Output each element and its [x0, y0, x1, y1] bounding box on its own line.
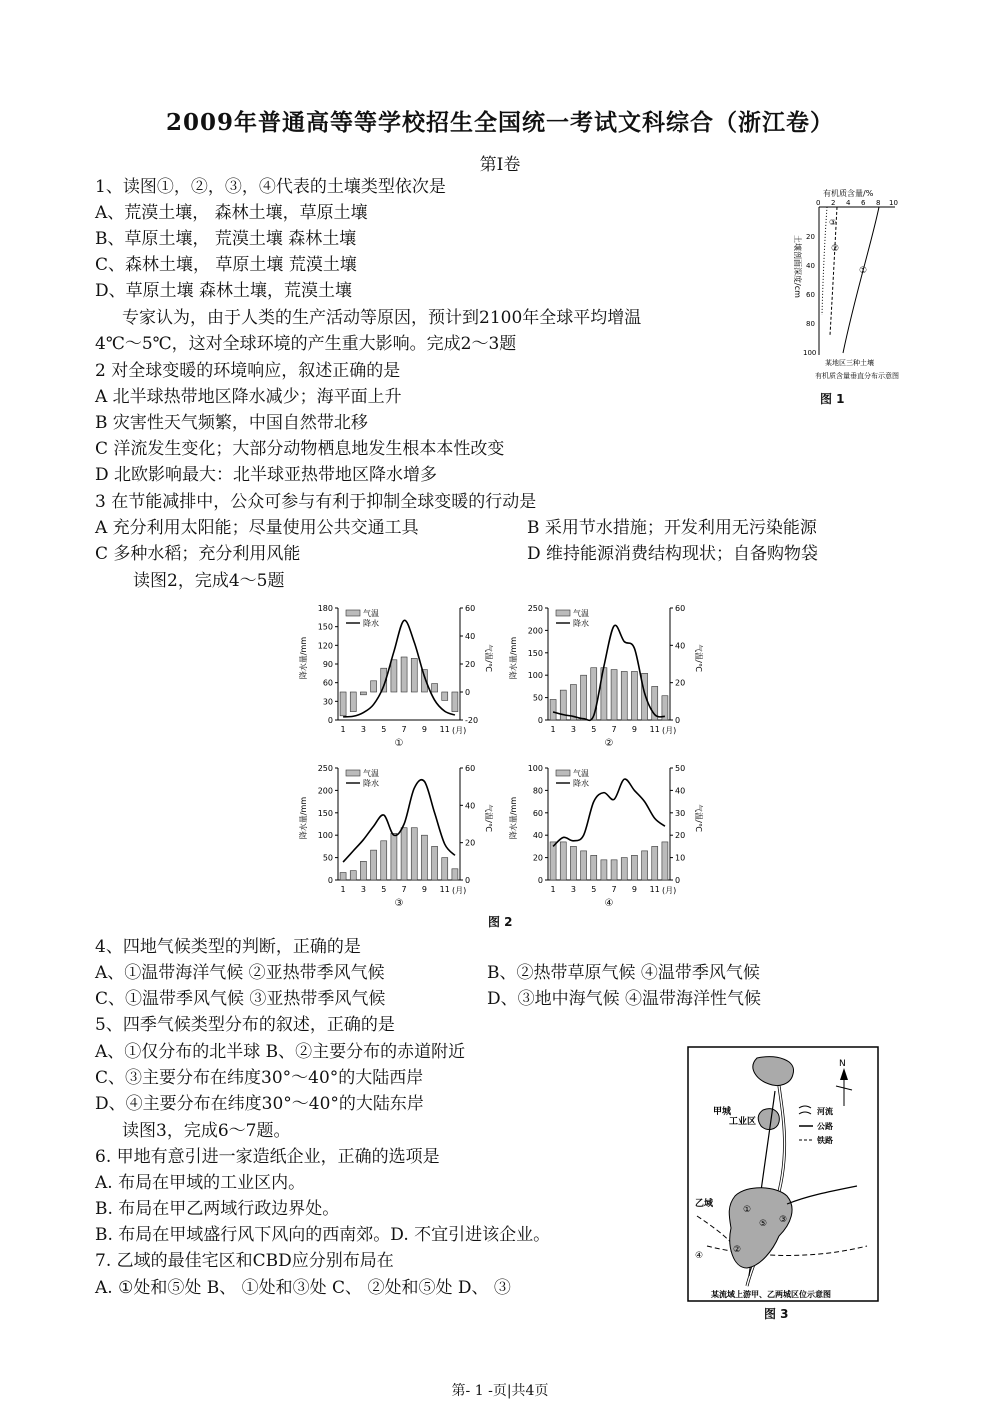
fig1-curve-3	[822, 207, 827, 315]
chart-y-tick-label: 0	[537, 716, 543, 725]
fig1-x-tick: 10	[889, 199, 898, 207]
chart-y-tick-label: 40	[532, 831, 543, 841]
temperature-bar	[340, 873, 346, 880]
chart-label: ④	[604, 898, 614, 909]
temperature-bar	[570, 846, 576, 880]
fig1-curve-label: ①	[859, 266, 868, 276]
temperature-bar	[611, 670, 617, 720]
chart-month-unit: (月)	[452, 726, 467, 735]
temperature-bar	[550, 699, 556, 720]
chart-y-tick-label: 150	[317, 808, 333, 818]
precipitation-line	[343, 620, 455, 717]
chart-y-tick-label: 200	[317, 786, 333, 796]
legend-swatch-temperature	[346, 770, 360, 776]
temperature-bar	[591, 668, 597, 720]
chart-x-tick-label: 3	[570, 885, 576, 894]
fig1-note: 有机质含量垂直分布示意图	[815, 372, 899, 380]
fig1-curve-1	[843, 207, 879, 353]
chart-x-tick-label: 5	[381, 885, 387, 894]
chart-y-tick-label: 100	[317, 831, 333, 841]
chart-x-tick-label: 7	[401, 725, 407, 734]
north-label: N	[839, 1059, 846, 1069]
option-line: D 维持能源消费结构现状；自备购物袋	[527, 544, 819, 564]
chart-x-tick-label: 11	[649, 725, 660, 734]
option-line: C、①温带季风气候 ③亚热带季风气候	[95, 989, 386, 1009]
temperature-bar	[442, 692, 448, 700]
fig1-y-tick: 100	[803, 349, 817, 357]
chart-x-tick-label: 11	[439, 725, 450, 734]
precipitation-line	[343, 780, 455, 862]
chart-x-tick-label: 5	[591, 885, 597, 894]
chart-label: ①	[394, 738, 404, 749]
chart-x-tick-label: 1	[550, 885, 556, 894]
legend-label-temperature: 气温	[363, 609, 379, 618]
chart-y-tick-label: 80	[532, 786, 543, 796]
chart-x-tick-label: 7	[611, 885, 617, 894]
fig1-y-tick: 80	[806, 320, 815, 328]
legend-label-precipitation: 降水	[573, 779, 589, 788]
chart-y2-tick-label: 0	[465, 688, 471, 697]
temperature-bar	[591, 855, 597, 880]
chart-y-tick-label: 90	[322, 660, 333, 669]
chart-x-tick-label: 1	[550, 725, 556, 734]
chart-y2-tick-label: 40	[465, 632, 476, 641]
temperature-bar	[631, 671, 637, 720]
question-line: 7. 乙域的最佳宅区和CBD应分别布局在	[95, 1251, 394, 1271]
question-line: 5、四季气候类型分布的叙述，正确的是	[95, 1015, 395, 1035]
industrial-label: 工业区	[729, 1117, 757, 1127]
option-line: D、草原土壤 森林土壤，荒漠土壤	[95, 281, 353, 301]
temperature-bar	[452, 692, 458, 712]
chart-x-tick-label: 3	[360, 725, 366, 734]
temperature-bar	[642, 851, 648, 880]
city-a-label: 甲城	[713, 1107, 732, 1117]
figure-2	[290, 598, 710, 913]
chart-x-tick-label: 1	[340, 885, 346, 894]
fig3-caption: 图 3	[764, 1307, 789, 1321]
fig1-x-tick: 2	[831, 199, 836, 207]
option-line: D、④主要分布在纬度30°～40°的大陆东岸	[95, 1094, 424, 1114]
intro-line: 读图2，完成4～5题	[133, 571, 285, 591]
site-label: ②	[733, 1245, 742, 1255]
option-line: C 多种水稻；充分利用风能	[95, 544, 301, 564]
svg-text:公路: 公路	[817, 1122, 833, 1131]
fig1-y-label: 土壤剖面深度/cm	[793, 235, 802, 298]
precipitation-line	[553, 625, 665, 720]
figure-1	[775, 185, 905, 390]
chart-y-tick-label: 0	[327, 876, 333, 885]
chart-y2-tick-label: 60	[675, 604, 686, 613]
intro-line: 4℃～5℃，这对全球环境的产生重大影响。完成2～3题	[95, 334, 517, 354]
temperature-bar	[391, 660, 397, 692]
temperature-bar	[350, 692, 356, 712]
chart-x-tick-label: 3	[570, 725, 576, 734]
site-label: ①	[743, 1205, 752, 1215]
chart-y-tick-label: 30	[322, 697, 333, 707]
chart-y-tick-label: 0	[327, 716, 333, 725]
chart-x-tick-label: 5	[381, 725, 387, 734]
chart-y2-tick-label: 50	[675, 764, 686, 773]
chart-y2-tick-label: 40	[465, 801, 476, 811]
temperature-bar	[570, 685, 576, 720]
question-line: 4、四地气候类型的判断，正确的是	[95, 937, 361, 957]
chart-y-tick-label: 50	[532, 693, 543, 703]
chart-y2-tick-label: 0	[675, 876, 681, 885]
intro-line: 专家认为，由于人类的生产活动等原因，预计到2100年全球平均增温	[122, 308, 642, 328]
option-line: A. ①处和⑤处 B、 ①处和③处 C、 ②处和⑤处 D、 ③	[95, 1278, 511, 1298]
option-line: C、森林土壤， 草原土壤 荒漠土壤	[95, 255, 357, 275]
chart-y2-tick-label: 20	[465, 660, 476, 669]
chart-y2-label: 气温/℃	[484, 644, 493, 672]
option-line: D、③地中海气候 ④温带海洋性气候	[487, 989, 762, 1009]
temperature-bar	[411, 658, 417, 692]
chart-y2-label: 气温/℃	[694, 644, 703, 672]
question-line: 3 在节能减排中，公众可参与有利于抑制全球变暖的行动是	[95, 492, 537, 512]
temperature-bar	[340, 692, 346, 716]
temperature-bar	[371, 681, 377, 692]
temperature-bar	[621, 671, 627, 720]
page-footer: 第- 1 -页|共4页	[451, 1383, 549, 1399]
chart-x-tick-label: 9	[631, 725, 637, 734]
intro-line: 读图3，完成6～7题。	[122, 1121, 291, 1141]
legend-label-precipitation: 降水	[363, 779, 379, 788]
chart-y-tick-label: 200	[527, 626, 543, 636]
chart-y-label: 降水量/mm	[509, 636, 518, 680]
option-line: B 采用节水措施；开发利用无污染能源	[527, 518, 817, 538]
fig2-caption: 图 2	[488, 915, 513, 929]
fig1-x-tick: 0	[816, 199, 821, 207]
chart-y-tick-label: 100	[527, 764, 543, 773]
option-line: A. 布局在甲域的工业区内。	[95, 1173, 306, 1193]
chart-x-tick-label: 1	[340, 725, 346, 734]
fig1-x-tick: 8	[876, 199, 881, 207]
chart-y2-tick-label: 60	[465, 604, 476, 613]
chart-month-unit: (月)	[452, 886, 467, 895]
chart-x-tick-label: 11	[649, 885, 660, 894]
temperature-bar	[452, 869, 458, 880]
fig1-note: 某地区三种土壤	[825, 359, 874, 367]
option-line: C 洋流发生变化；大部分动物栖息地发生根本本性改变	[95, 439, 505, 459]
city-b-label: 乙域	[695, 1199, 714, 1209]
industrial-area	[758, 1109, 779, 1130]
chart-y2-tick-label: 40	[675, 641, 686, 651]
temperature-bar	[432, 684, 438, 692]
site-label: ⑤	[759, 1219, 768, 1229]
chart-y2-tick-label: 20	[675, 678, 686, 688]
option-line: B、②热带草原气候 ④温带季风气候	[487, 963, 760, 983]
chart-y-tick-label: 150	[317, 622, 333, 632]
fig1-curve-label: ②	[831, 244, 840, 254]
chart-y2-tick-label: 10	[675, 853, 686, 863]
temperature-bar	[662, 842, 668, 880]
fig1-y-tick: 40	[806, 262, 815, 270]
chart-y2-tick-label: 30	[675, 808, 686, 818]
chart-y-label: 降水量/mm	[299, 796, 308, 840]
site-label: ④	[695, 1251, 704, 1261]
temperature-bar	[401, 828, 407, 880]
chart-y-tick-label: 180	[317, 604, 333, 613]
temperature-bar	[432, 846, 438, 880]
temperature-bar	[421, 835, 427, 880]
site-label: ③	[779, 1215, 788, 1225]
temperature-bar	[391, 833, 397, 880]
option-line: B. 布局在甲域盛行风下风向的西南郊。D. 不宜引进该企业。	[95, 1225, 551, 1245]
chart-y-tick-label: 150	[527, 648, 543, 658]
temperature-bar	[360, 692, 366, 695]
option-line: B 灾害性天气频繁，中国自然带北移	[95, 413, 368, 433]
chart-y2-tick-label: 0	[675, 716, 681, 725]
chart-y2-label: 气温/℃	[484, 804, 493, 832]
fig3-note: 某流域上游甲、乙两城区位示意图	[711, 1290, 831, 1299]
option-line: D 北欧影响最大：北半球亚热带地区降水增多	[95, 465, 438, 485]
temperature-bar	[350, 871, 356, 880]
chart-y-label: 降水量/mm	[509, 796, 518, 840]
paper-title: 2009年普通高等等学校招生全国统一考试文科综合（浙江卷）	[165, 109, 834, 136]
chart-y2-tick-label: 40	[675, 786, 686, 796]
temperature-bar	[631, 855, 637, 880]
chart-x-tick-label: 9	[631, 885, 637, 894]
temperature-bar	[371, 850, 377, 880]
chart-label: ③	[394, 898, 404, 909]
chart-month-unit: (月)	[662, 886, 677, 895]
question-line: 6. 甲地有意引进一家造纸企业，正确的选项是	[95, 1147, 440, 1167]
temperature-bar	[381, 841, 387, 880]
temperature-bar	[401, 657, 407, 692]
paper-subtitle: 第Ⅰ卷	[479, 155, 521, 175]
temperature-bar	[621, 858, 627, 880]
chart-y-tick-label: 60	[322, 678, 333, 688]
temperature-bar	[642, 673, 648, 720]
chart-y-tick-label: 250	[317, 764, 333, 773]
chart-month-unit: (月)	[662, 726, 677, 735]
legend-label-temperature: 气温	[573, 609, 589, 618]
option-line: B. 布局在甲乙两域行政边界处。	[95, 1199, 340, 1219]
temperature-bar	[652, 846, 658, 880]
legend-swatch-temperature	[556, 770, 570, 776]
temperature-bar	[611, 860, 617, 880]
temperature-bar	[411, 828, 417, 880]
legend-label-precipitation: 降水	[363, 619, 379, 628]
chart-x-tick-label: 11	[439, 885, 450, 894]
chart-y2-tick-label: 0	[465, 876, 471, 885]
legend-label-precipitation: 降水	[573, 619, 589, 628]
chart-x-tick-label: 7	[401, 885, 407, 894]
temperature-bar	[581, 851, 587, 880]
temperature-bar	[550, 842, 556, 880]
temperature-bar	[560, 842, 566, 880]
chart-y2-tick-label: 20	[675, 831, 686, 841]
chart-y-label: 降水量/mm	[299, 636, 308, 680]
svg-text:河流: 河流	[817, 1107, 833, 1116]
chart-x-tick-label: 5	[591, 725, 597, 734]
fig1-y-tick: 20	[806, 233, 815, 241]
legend-label-temperature: 气温	[363, 769, 379, 778]
fig1-y-tick: 60	[806, 291, 815, 299]
chart-y-tick-label: 100	[527, 671, 543, 681]
option-line: B、草原土壤， 荒漠土壤 森林土壤	[95, 229, 357, 249]
legend-label-temperature: 气温	[573, 769, 589, 778]
legend-swatch-temperature	[346, 610, 360, 616]
chart-y-tick-label: 20	[532, 853, 543, 863]
chart-x-tick-label: 7	[611, 725, 617, 734]
fig1-x-tick: 4	[846, 199, 851, 207]
option-line: A 充分利用太阳能；尽量使用公共交通工具	[95, 518, 419, 538]
chart-x-tick-label: 9	[421, 885, 427, 894]
temperature-bar	[601, 860, 607, 880]
chart-y-tick-label: 120	[317, 641, 333, 651]
chart-y2-tick-label: -20	[465, 716, 479, 725]
option-line: A、荒漠土壤， 森林土壤，草原土壤	[95, 203, 368, 223]
question-line: 1、读图①，②，③，④代表的土壤类型依次是	[95, 177, 446, 197]
chart-y-tick-label: 50	[322, 853, 333, 863]
legend-swatch-temperature	[556, 610, 570, 616]
option-line: A、①仅分布的北半球 B、②主要分布的赤道附近	[95, 1042, 466, 1062]
temperature-bar	[442, 858, 448, 880]
precipitation-line	[553, 779, 665, 846]
svg-text:铁路: 铁路	[817, 1136, 833, 1145]
chart-y-tick-label: 60	[532, 808, 543, 818]
chart-x-tick-label: 9	[421, 725, 427, 734]
temperature-bar	[360, 861, 366, 880]
chart-y2-tick-label: 20	[465, 838, 476, 848]
chart-y-tick-label: 0	[537, 876, 543, 885]
chart-y-tick-label: 250	[527, 604, 543, 613]
chart-y2-label: 气温/℃	[694, 804, 703, 832]
fig1-axis-title: 有机质含量/%	[823, 189, 874, 198]
figure-3	[687, 1046, 879, 1302]
chart-y2-tick-label: 60	[465, 764, 476, 773]
fig1-caption: 图 1	[820, 392, 845, 406]
temperature-bar	[581, 675, 587, 720]
question-line: 2 对全球变暖的环境响应，叙述正确的是	[95, 361, 401, 381]
fig1-curve-label: ③	[829, 218, 837, 227]
option-line: A 北半球热带地区降水减少；海平面上升	[95, 387, 402, 407]
chart-label: ②	[604, 738, 614, 749]
chart-x-tick-label: 3	[360, 885, 366, 894]
option-line: C、③主要分布在纬度30°～40°的大陆西岸	[95, 1068, 424, 1088]
fig1-x-tick: 6	[861, 199, 866, 207]
option-line: A、①温带海洋气候 ②亚热带季风气候	[95, 963, 385, 983]
